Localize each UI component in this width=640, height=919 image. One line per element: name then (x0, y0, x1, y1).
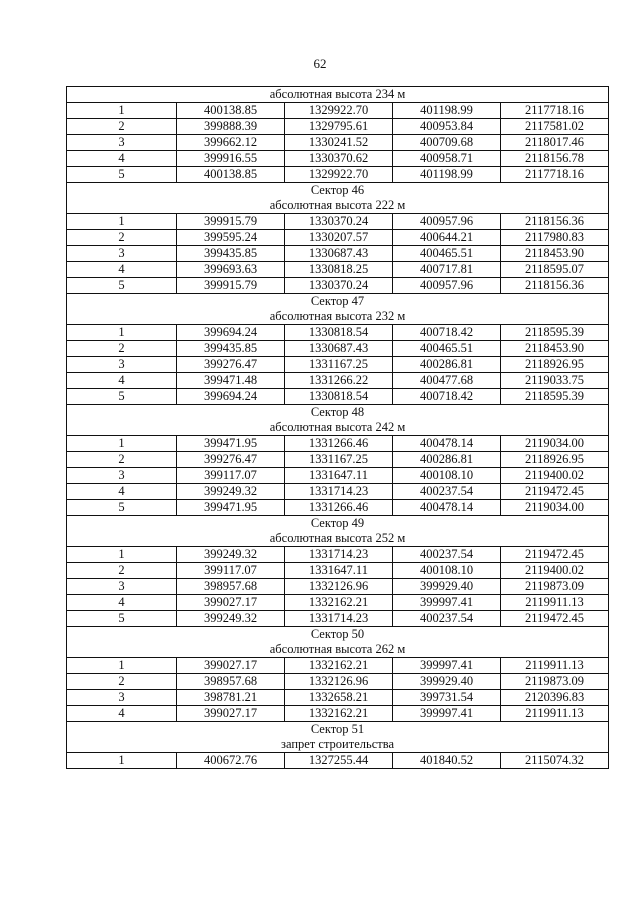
coordinate-cell: 2118595.39 (501, 389, 609, 405)
sector-subtitle: абсолютная высота 234 м (67, 87, 609, 103)
coordinate-cell: 1331266.22 (285, 373, 393, 389)
sector-title-row (67, 294, 609, 310)
table-row (67, 579, 609, 595)
coordinate-cell: 2117718.16 (501, 167, 609, 183)
point-number-cell: 4 (67, 484, 177, 500)
point-number-cell: 2 (67, 119, 177, 135)
coordinate-cell: 399435.85 (177, 341, 285, 357)
sector-subtitle: запрет строительства (67, 737, 609, 753)
coordinate-cell: 398957.68 (177, 579, 285, 595)
coordinate-cell: 1331714.23 (285, 547, 393, 563)
coordinate-cell: 1331714.23 (285, 484, 393, 500)
coordinate-cell: 1332162.21 (285, 658, 393, 674)
coordinate-cell: 400138.85 (177, 103, 285, 119)
sector-subtitle-row (67, 531, 609, 547)
coordinate-cell: 399694.24 (177, 389, 285, 405)
sector-title-row (67, 627, 609, 643)
coordinate-cell: 2119033.75 (501, 373, 609, 389)
coordinate-cell: 2119911.13 (501, 595, 609, 611)
point-number-cell: 3 (67, 690, 177, 706)
coordinate-cell: 2119034.00 (501, 436, 609, 452)
sector-subtitle-row (67, 420, 609, 436)
coordinate-cell: 399997.41 (393, 595, 501, 611)
sector-title: Сектор 47 (67, 294, 609, 310)
coordinate-cell: 1327255.44 (285, 753, 393, 769)
coordinate-cell: 1330818.25 (285, 262, 393, 278)
coordinate-cell: 400957.96 (393, 278, 501, 294)
coordinate-cell: 400465.51 (393, 246, 501, 262)
coordinate-cell: 399915.79 (177, 214, 285, 230)
coordinate-cell: 2119873.09 (501, 674, 609, 690)
coordinate-cell: 398781.21 (177, 690, 285, 706)
coordinate-cell: 2119472.45 (501, 484, 609, 500)
table-row (67, 214, 609, 230)
coordinate-cell: 1330818.54 (285, 325, 393, 341)
point-number-cell: 2 (67, 452, 177, 468)
table-row (67, 167, 609, 183)
point-number-cell: 1 (67, 436, 177, 452)
sector-subtitle-row (67, 198, 609, 214)
sector-title-row (67, 405, 609, 421)
coordinate-cell: 1329922.70 (285, 167, 393, 183)
coordinate-cell: 399027.17 (177, 706, 285, 722)
table-row (67, 436, 609, 452)
coordinate-cell: 2119472.45 (501, 547, 609, 563)
point-number-cell: 5 (67, 167, 177, 183)
coordinate-cell: 2118453.90 (501, 246, 609, 262)
coordinate-cell: 2118156.36 (501, 214, 609, 230)
coordinate-cell: 1330687.43 (285, 341, 393, 357)
table-row (67, 690, 609, 706)
coordinate-cell: 400237.54 (393, 484, 501, 500)
coordinate-cell: 1330370.24 (285, 278, 393, 294)
table-row (67, 547, 609, 563)
coordinate-cell: 399595.24 (177, 230, 285, 246)
coordinate-cell: 399731.54 (393, 690, 501, 706)
point-number-cell: 3 (67, 468, 177, 484)
coordinate-cell: 399929.40 (393, 674, 501, 690)
coordinate-cell: 2118926.95 (501, 357, 609, 373)
sector-title: Сектор 48 (67, 405, 609, 421)
coordinate-cell: 2118156.36 (501, 278, 609, 294)
point-number-cell: 1 (67, 547, 177, 563)
table-row (67, 484, 609, 500)
coordinate-cell: 2119472.45 (501, 611, 609, 627)
coordinate-cell: 2119911.13 (501, 706, 609, 722)
coordinate-cell: 399027.17 (177, 595, 285, 611)
sector-subtitle: абсолютная высота 242 м (67, 420, 609, 436)
sector-subtitle-row (67, 737, 609, 753)
point-number-cell: 2 (67, 341, 177, 357)
coordinate-cell: 1330370.62 (285, 151, 393, 167)
coordinate-cell: 400478.14 (393, 500, 501, 516)
coordinate-cell: 400108.10 (393, 468, 501, 484)
coordinate-cell: 400953.84 (393, 119, 501, 135)
coordinate-cell: 2119400.02 (501, 468, 609, 484)
point-number-cell: 3 (67, 579, 177, 595)
coordinate-cell: 399249.32 (177, 484, 285, 500)
point-number-cell: 1 (67, 103, 177, 119)
point-number-cell: 2 (67, 230, 177, 246)
table-row (67, 706, 609, 722)
coordinate-cell: 400286.81 (393, 357, 501, 373)
point-number-cell: 4 (67, 706, 177, 722)
coordinate-cell: 2120396.83 (501, 690, 609, 706)
coordinate-cell: 1332162.21 (285, 706, 393, 722)
point-number-cell: 3 (67, 246, 177, 262)
coordinate-cell: 2118595.39 (501, 325, 609, 341)
point-number-cell: 5 (67, 500, 177, 516)
coordinate-cell: 2118156.78 (501, 151, 609, 167)
table-row (67, 230, 609, 246)
sector-subtitle: абсолютная высота 262 м (67, 642, 609, 658)
coordinate-cell: 2118926.95 (501, 452, 609, 468)
table-row (67, 595, 609, 611)
point-number-cell: 3 (67, 135, 177, 151)
coordinate-cell: 401840.52 (393, 753, 501, 769)
point-number-cell: 2 (67, 563, 177, 579)
table-row (67, 151, 609, 167)
point-number-cell: 5 (67, 389, 177, 405)
coordinate-cell: 399276.47 (177, 452, 285, 468)
table-row (67, 246, 609, 262)
table-row (67, 357, 609, 373)
coordinate-cell: 1331647.11 (285, 468, 393, 484)
sector-title-row (67, 516, 609, 532)
coordinate-cell: 1330370.24 (285, 214, 393, 230)
coordinate-cell: 400718.42 (393, 325, 501, 341)
coordinate-cell: 1330687.43 (285, 246, 393, 262)
coordinate-cell: 400237.54 (393, 611, 501, 627)
sector-title: Сектор 49 (67, 516, 609, 532)
coordinate-cell: 400478.14 (393, 436, 501, 452)
table-row (67, 753, 609, 769)
coordinate-cell: 2118453.90 (501, 341, 609, 357)
coordinate-cell: 399027.17 (177, 658, 285, 674)
coordinate-cell: 1330241.52 (285, 135, 393, 151)
table-row (67, 135, 609, 151)
table-row (67, 103, 609, 119)
coordinate-cell: 399662.12 (177, 135, 285, 151)
coordinate-cell: 1331714.23 (285, 611, 393, 627)
point-number-cell: 1 (67, 658, 177, 674)
point-number-cell: 4 (67, 262, 177, 278)
coordinate-cell: 1331266.46 (285, 500, 393, 516)
sector-subtitle-row (67, 642, 609, 658)
coordinate-cell: 400717.81 (393, 262, 501, 278)
coordinate-cell: 1332658.21 (285, 690, 393, 706)
sector-subtitle-row (67, 309, 609, 325)
coordinate-cell: 1329795.61 (285, 119, 393, 135)
coordinate-cell: 401198.99 (393, 167, 501, 183)
coordinate-cell: 400108.10 (393, 563, 501, 579)
sector-subtitle-row (67, 87, 609, 103)
table-row (67, 389, 609, 405)
coordinate-cell: 400672.76 (177, 753, 285, 769)
sector-subtitle: абсолютная высота 252 м (67, 531, 609, 547)
table-row (67, 674, 609, 690)
coordinate-cell: 400957.96 (393, 214, 501, 230)
point-number-cell: 2 (67, 674, 177, 690)
coordinate-cell: 2119400.02 (501, 563, 609, 579)
sector-title-row (67, 183, 609, 199)
coordinate-cell: 401198.99 (393, 103, 501, 119)
point-number-cell: 1 (67, 325, 177, 341)
coordinate-cell: 2117980.83 (501, 230, 609, 246)
sector-title-row (67, 722, 609, 738)
coordinate-cell: 400477.68 (393, 373, 501, 389)
coordinate-cell: 399915.79 (177, 278, 285, 294)
sector-title: Сектор 51 (67, 722, 609, 738)
coordinate-cell: 399249.32 (177, 611, 285, 627)
sector-title: Сектор 46 (67, 183, 609, 199)
point-number-cell: 5 (67, 278, 177, 294)
coordinate-cell: 399471.95 (177, 500, 285, 516)
coordinate-cell: 400718.42 (393, 389, 501, 405)
coordinate-cell: 2117718.16 (501, 103, 609, 119)
point-number-cell: 4 (67, 373, 177, 389)
coordinate-cell: 1332126.96 (285, 579, 393, 595)
coordinate-cell: 1330207.57 (285, 230, 393, 246)
coordinate-cell: 399888.39 (177, 119, 285, 135)
coordinate-cell: 399117.07 (177, 468, 285, 484)
sector-subtitle: абсолютная высота 232 м (67, 309, 609, 325)
coordinate-cell: 2115074.32 (501, 753, 609, 769)
point-number-cell: 1 (67, 753, 177, 769)
coordinate-cell: 400958.71 (393, 151, 501, 167)
coordinate-cell: 2119034.00 (501, 500, 609, 516)
coordinate-cell: 1331167.25 (285, 452, 393, 468)
coordinate-cell: 2118017.46 (501, 135, 609, 151)
coordinate-cell: 1332126.96 (285, 674, 393, 690)
coordinate-cell: 398957.68 (177, 674, 285, 690)
coordinate-cell: 1330818.54 (285, 389, 393, 405)
sector-subtitle: абсолютная высота 222 м (67, 198, 609, 214)
point-number-cell: 3 (67, 357, 177, 373)
table-row (67, 611, 609, 627)
coordinate-cell: 399916.55 (177, 151, 285, 167)
coordinate-cell: 399471.95 (177, 436, 285, 452)
coordinate-cell: 399117.07 (177, 563, 285, 579)
coordinate-cell: 399435.85 (177, 246, 285, 262)
coordinate-cell: 399471.48 (177, 373, 285, 389)
table-row (67, 119, 609, 135)
coordinates-table (66, 86, 609, 769)
point-number-cell: 4 (67, 595, 177, 611)
table-row (67, 325, 609, 341)
coordinate-cell: 400644.21 (393, 230, 501, 246)
sector-title: Сектор 50 (67, 627, 609, 643)
coordinate-cell: 2119911.13 (501, 658, 609, 674)
coordinate-cell: 399694.24 (177, 325, 285, 341)
table-row (67, 468, 609, 484)
page-number: 62 (313, 56, 327, 71)
coordinate-cell: 400709.68 (393, 135, 501, 151)
coordinate-cell: 399693.63 (177, 262, 285, 278)
coordinate-cell: 399276.47 (177, 357, 285, 373)
coordinate-cell: 1331266.46 (285, 436, 393, 452)
coordinate-cell: 399249.32 (177, 547, 285, 563)
table-row (67, 658, 609, 674)
table-row (67, 452, 609, 468)
coordinate-cell: 400138.85 (177, 167, 285, 183)
coordinate-cell: 400465.51 (393, 341, 501, 357)
coordinate-cell: 399929.40 (393, 579, 501, 595)
table-row (67, 278, 609, 294)
point-number-cell: 5 (67, 611, 177, 627)
coordinate-cell: 1332162.21 (285, 595, 393, 611)
table-row (67, 500, 609, 516)
coordinate-cell: 1329922.70 (285, 103, 393, 119)
point-number-cell: 4 (67, 151, 177, 167)
coordinate-cell: 2117581.02 (501, 119, 609, 135)
coordinate-cell: 1331647.11 (285, 563, 393, 579)
table-row (67, 341, 609, 357)
coordinate-cell: 2118595.07 (501, 262, 609, 278)
point-number-cell: 1 (67, 214, 177, 230)
table-row (67, 563, 609, 579)
coordinate-cell: 1331167.25 (285, 357, 393, 373)
coordinate-cell: 400237.54 (393, 547, 501, 563)
coordinate-cell: 400286.81 (393, 452, 501, 468)
coordinate-cell: 399997.41 (393, 658, 501, 674)
coordinate-cell: 2119873.09 (501, 579, 609, 595)
table-row (67, 373, 609, 389)
coordinate-cell: 399997.41 (393, 706, 501, 722)
table-row (67, 262, 609, 278)
